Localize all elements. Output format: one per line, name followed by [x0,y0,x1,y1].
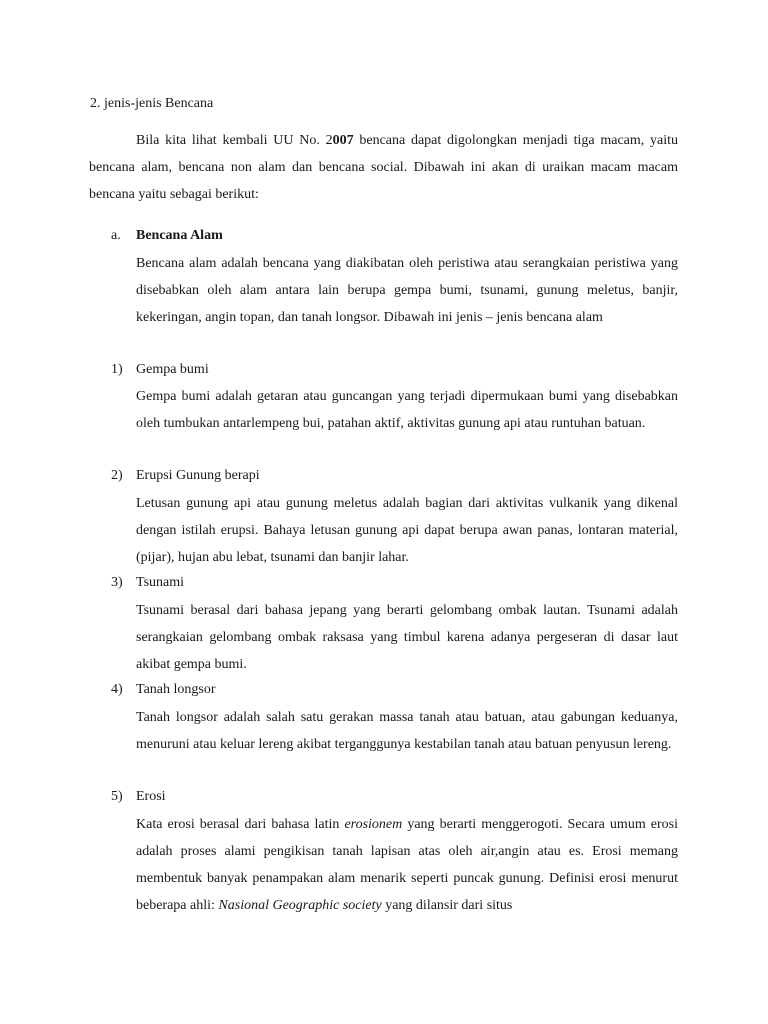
item-3-marker: 3) [111,575,123,590]
item-1-marker: 1) [111,362,123,377]
item-5-text-3: yang dilansir dari situs [381,898,513,913]
item-2-marker: 2) [111,468,123,483]
intro-bold-year: 007 [332,133,354,148]
intro-paragraph [89,127,678,208]
item-1-body: Gempa bumi adalah getaran atau guncangan yang terjadi dipermukaan bumi yang disebabkan oleh tumbukan antarlempeng bui, patahan aktif, aktivitas gunung api atau runtuhan batuan. [136,389,678,431]
item-3-title: Tsunami [136,575,185,590]
item-3-body: Tsunami berasal dari bahasa jepang yang berarti gelombang ombak lautan. Tsunami adalah serangkaian gelombang ombak raksasa yang timbul karena adanya pergeseran di dasar laut akibat gempa bumi. [136,603,678,672]
item-4-marker: 4) [111,682,123,697]
item-1-title: Gempa bumi [136,362,209,377]
item-5-marker: 5) [111,789,123,804]
section-a-marker: a. [111,228,121,243]
item-5-body [136,811,678,919]
item-2-title: Erupsi Gunung berapi [136,468,260,483]
item-5-title: Erosi [136,789,166,804]
item-4-title: Tanah longsor [136,682,216,697]
item-2-body: Letusan gunung api atau gunung meletus adalah bagian dari aktivitas vulkanik yang dikenal dengan istilah erupsi. Bahaya letusan gunung api dapat berupa awan panas, lontaran material, (pijar), hujan abu lebat, tsunami dan banjir lahar. [136,496,678,565]
section-a-body: Bencana alam adalah bencana yang diakibatan oleh peristiwa atau serangkaian peristiwa yang disebabkan oleh alam antara lain berupa gempa bumi, tsunami, gunung meletus, banjir, kekeringan, angin topan, dan tanah longsor. Dibawah ini jenis – jenis bencana alam [136,256,678,325]
item-4-body: Tanah longsor adalah salah satu gerakan massa tanah atau batuan, atau gabungan keduanya, menuruni atau keluar lereng akibat terganggunya kestabilan tanah atau batuan penyusun lereng. [136,710,678,752]
section-heading: 2. jenis-jenis Bencana [90,96,214,111]
item-5-text-1: Kata erosi berasal dari bahasa latin [136,817,345,832]
item-5-source-name: Nasional Geographic society [218,898,382,913]
item-5-text-2: yang berarti menggerogoti. Secara umum erosi adalah proses alami pengikisan tanah lapisan atas oleh air,angin atau es. Erosi memang membentuk banyak penampakan alam menarik seperti puncak gunung. Definisi erosi menurut beberapa ahli: [136,817,678,913]
intro-text-1: Bila kita lihat kembali UU No. 2 [136,133,333,148]
section-a-title: Bencana Alam [136,228,223,243]
intro-text-2: bencana dapat digolongkan menjadi tiga macam, yaitu bencana alam, bencana non alam dan bencana social. Dibawah ini akan di uraikan macam macam bencana yaitu sebagai berikut: [89,133,678,202]
item-5-latin-term: erosionem [344,817,403,832]
